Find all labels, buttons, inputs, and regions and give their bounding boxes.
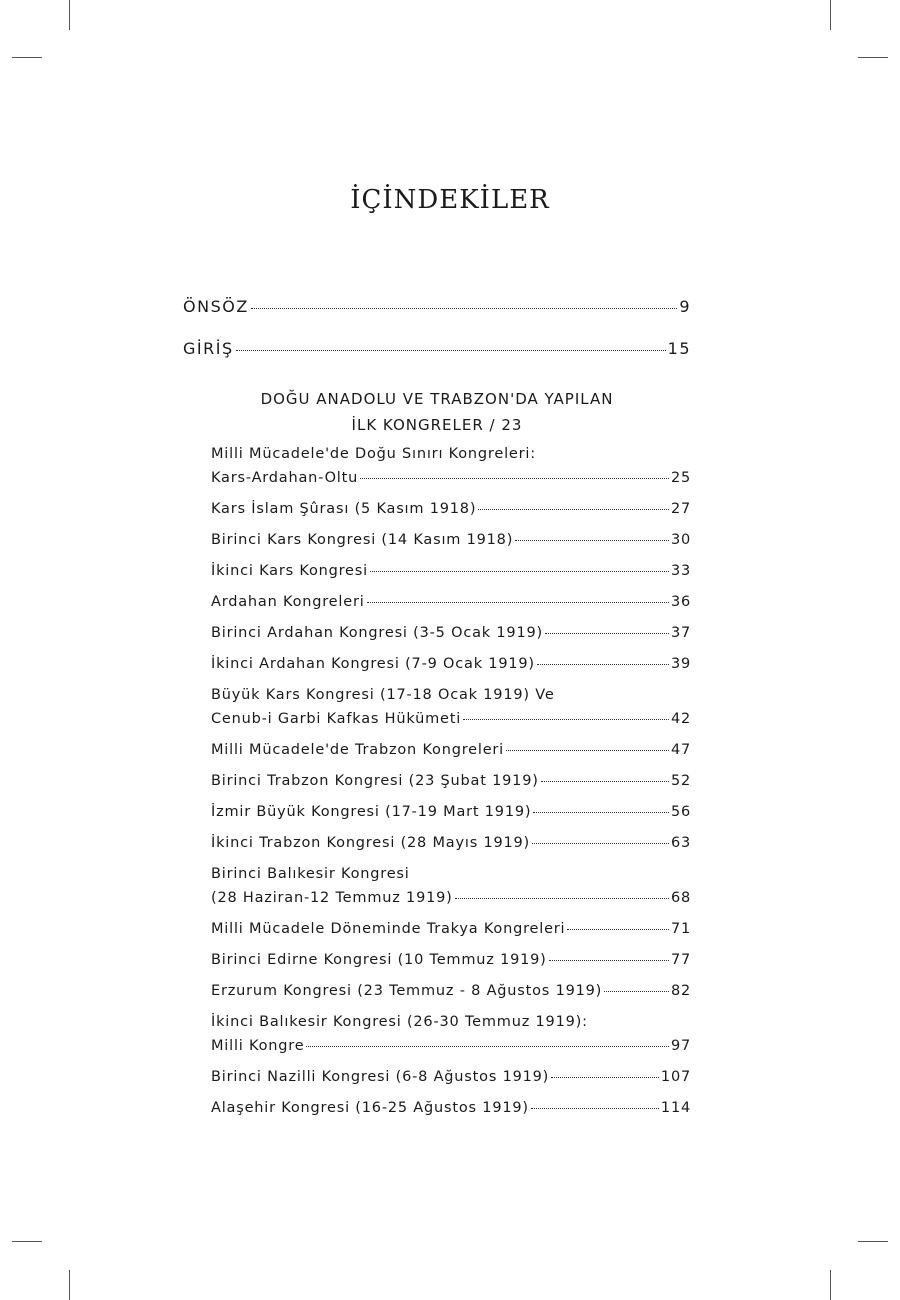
toc-entry xyxy=(211,979,691,1003)
toc-entry-title: ÖNSÖZ xyxy=(183,297,249,316)
dot-leader xyxy=(478,509,669,510)
toc-entry-title: Birinci Ardahan Kongresi (3-5 Ocak 1919) xyxy=(211,625,543,641)
toc-page-number: 42 xyxy=(670,711,691,727)
section-heading-line1: DOĞU ANADOLU VE TRABZON'DA YAPILAN xyxy=(260,390,614,408)
toc-page-number: 71 xyxy=(670,921,691,937)
toc-entry xyxy=(211,862,691,910)
toc-row xyxy=(211,917,691,941)
toc-entry-title: Milli Kongre xyxy=(211,1038,305,1054)
toc-entry-title: Cenub-i Garbi Kafkas Hükümeti xyxy=(211,711,462,727)
toc-row xyxy=(211,738,691,762)
dot-leader xyxy=(532,843,669,844)
toc-row xyxy=(211,948,691,972)
toc-row xyxy=(211,979,691,1003)
toc-row xyxy=(211,1096,691,1120)
toc-entry xyxy=(211,738,691,762)
crop-mark-top-left xyxy=(69,0,70,30)
toc-entry xyxy=(211,621,691,645)
dot-leader xyxy=(236,350,666,351)
toc-entry-title: Birinci Nazilli Kongresi (6-8 Ağustos 1919) xyxy=(211,1069,550,1085)
toc-entry xyxy=(211,1065,691,1089)
toc-row xyxy=(211,466,691,490)
toc-entry-title: Ardahan Kongreleri xyxy=(211,594,365,610)
toc-top-entry xyxy=(183,294,691,336)
dot-leader xyxy=(545,633,669,634)
crop-mark-right-bottom xyxy=(858,1241,888,1242)
crop-mark-top-right xyxy=(830,0,831,30)
toc-entries xyxy=(211,442,691,1120)
dot-leader xyxy=(463,719,669,720)
toc-entry-title: Birinci Kars Kongresi (14 Kasım 1918) xyxy=(211,532,514,548)
toc-entry-title: (28 Haziran-12 Temmuz 1919) xyxy=(211,890,453,906)
toc-row xyxy=(211,528,691,552)
toc-page-number: 9 xyxy=(679,297,691,316)
toc-page-number: 114 xyxy=(660,1100,691,1116)
toc-entry xyxy=(211,1096,691,1120)
toc-entry-title: İkinci Trabzon Kongresi (28 Mayıs 1919) xyxy=(211,835,531,851)
toc-page-number: 97 xyxy=(670,1038,691,1054)
toc-entry-title: Erzurum Kongresi (23 Temmuz - 8 Ağustos 1919) xyxy=(211,983,603,999)
dot-leader xyxy=(551,1077,659,1078)
toc-page-number: 27 xyxy=(670,501,691,517)
toc-entry xyxy=(211,497,691,521)
toc-entry xyxy=(211,683,691,731)
toc-entry xyxy=(211,917,691,941)
toc-entry-title: Milli Mücadele'de Trabzon Kongreleri xyxy=(211,742,504,758)
toc-row xyxy=(211,707,691,731)
toc-page-number: 25 xyxy=(670,470,691,486)
toc-entry-title-line1: Milli Mücadele'de Doğu Sınırı Kongreleri: xyxy=(211,446,536,462)
dot-leader xyxy=(515,540,669,541)
dot-leader xyxy=(455,898,669,899)
dot-leader xyxy=(531,1108,659,1109)
toc-entry xyxy=(211,1010,691,1058)
dot-leader xyxy=(251,308,678,309)
toc-entry xyxy=(211,652,691,676)
dot-leader xyxy=(367,602,669,603)
toc-row xyxy=(211,559,691,583)
toc-top-entry xyxy=(183,336,691,378)
page-title: İÇİNDEKİLER xyxy=(350,185,550,216)
crop-mark-left-bottom xyxy=(12,1241,42,1242)
dot-leader xyxy=(541,781,669,782)
toc-page-number: 52 xyxy=(670,773,691,789)
top-entries xyxy=(183,294,691,378)
toc-entry-title: İzmir Büyük Kongresi (17-19 Mart 1919) xyxy=(211,804,532,820)
toc-row xyxy=(211,886,691,910)
toc-page-number: 77 xyxy=(670,952,691,968)
toc-row xyxy=(211,800,691,824)
toc-entry-title: Birinci Edirne Kongresi (10 Temmuz 1919) xyxy=(211,952,547,968)
toc-row xyxy=(211,1065,691,1089)
toc-row xyxy=(211,1034,691,1058)
toc-page-number: 33 xyxy=(670,563,691,579)
dot-leader xyxy=(567,929,669,930)
toc-entry-title: Birinci Trabzon Kongresi (23 Şubat 1919) xyxy=(211,773,539,789)
toc-entry-title: Milli Mücadele Döneminde Trakya Kongreleri xyxy=(211,921,566,937)
toc-row xyxy=(211,621,691,645)
crop-mark-bottom-left xyxy=(69,1270,70,1300)
toc-entry-title-line1: İkinci Balıkesir Kongresi (26-30 Temmuz 1919): xyxy=(211,1014,588,1030)
toc-entry xyxy=(211,948,691,972)
toc-entry xyxy=(211,559,691,583)
toc-entry-title: İkinci Ardahan Kongresi (7-9 Ocak 1919) xyxy=(211,656,535,672)
toc-page-number: 107 xyxy=(660,1069,691,1085)
dot-leader xyxy=(604,991,669,992)
toc-page-number: 47 xyxy=(670,742,691,758)
dot-leader xyxy=(360,478,669,479)
dot-leader xyxy=(549,960,669,961)
toc-page-number: 63 xyxy=(670,835,691,851)
dot-leader xyxy=(306,1046,668,1047)
dot-leader xyxy=(537,664,669,665)
toc-entry xyxy=(211,590,691,614)
toc-row xyxy=(211,831,691,855)
section-heading xyxy=(183,386,691,438)
toc-entry-title: Kars-Ardahan-Oltu xyxy=(211,470,359,486)
toc-row xyxy=(211,769,691,793)
toc-entry-title-line1: Büyük Kars Kongresi (17-18 Ocak 1919) Ve xyxy=(211,687,555,703)
toc-entry-title: İkinci Kars Kongresi xyxy=(211,563,368,579)
toc-page-number: 36 xyxy=(670,594,691,610)
toc-row xyxy=(211,497,691,521)
dot-leader xyxy=(370,571,669,572)
dot-leader xyxy=(533,812,669,813)
toc-page-number: 30 xyxy=(670,532,691,548)
toc-page-number: 37 xyxy=(670,625,691,641)
section-heading-line2: İLK KONGRELER / 23 xyxy=(351,416,523,434)
toc-page-number: 39 xyxy=(670,656,691,672)
toc-entry-title: GİRİŞ xyxy=(183,339,234,358)
toc-entry-title: Alaşehir Kongresi (16-25 Ağustos 1919) xyxy=(211,1100,529,1116)
toc-entry xyxy=(211,800,691,824)
table-of-contents xyxy=(183,294,691,1127)
toc-page-number: 56 xyxy=(670,804,691,820)
dot-leader xyxy=(506,750,669,751)
crop-mark-right-top xyxy=(858,57,888,58)
toc-row xyxy=(211,652,691,676)
toc-entry xyxy=(211,528,691,552)
toc-entry-title-line1: Birinci Balıkesir Kongresi xyxy=(211,866,410,882)
toc-entry xyxy=(211,442,691,490)
toc-entry xyxy=(211,769,691,793)
crop-mark-bottom-right xyxy=(830,1270,831,1300)
crop-mark-left-top xyxy=(12,57,42,58)
toc-page-number: 68 xyxy=(670,890,691,906)
toc-page-number: 82 xyxy=(670,983,691,999)
toc-entry xyxy=(211,831,691,855)
toc-entry-title: Kars İslam Şûrası (5 Kasım 1918) xyxy=(211,501,477,517)
toc-row xyxy=(211,590,691,614)
toc-page-number: 15 xyxy=(667,339,691,358)
